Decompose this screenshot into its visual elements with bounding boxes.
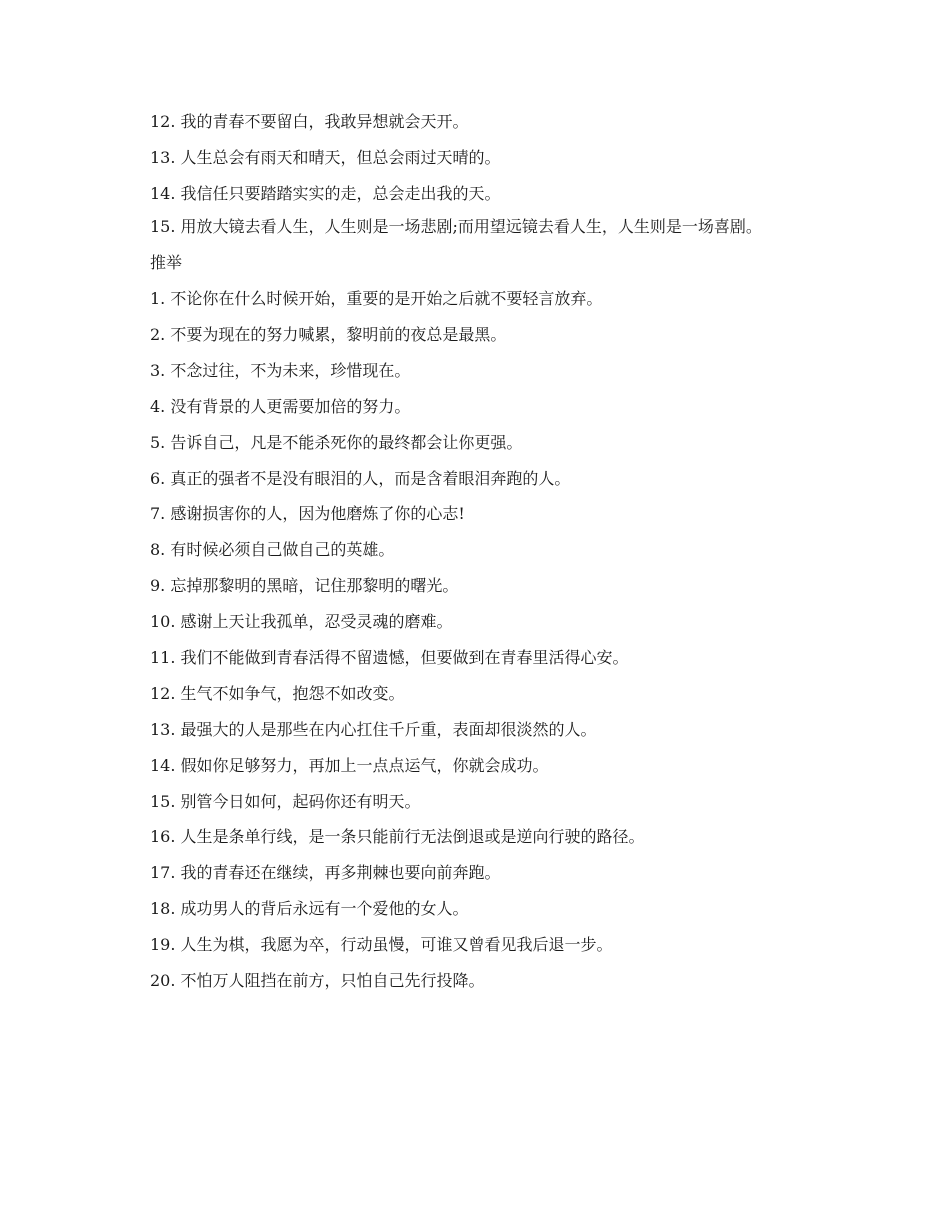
list-item: 6. 真正的强者不是没有眼泪的人，而是含着眼泪奔跑的人。 [150,468,571,488]
list-item: 8. 有时候必须自己做自己的英雄。 [150,540,395,560]
document-body [114,111,824,1006]
paragraph: 15. 用放大镜去看人生，人生则是一场悲剧;而用望远镜去看人生，人生则是一场喜剧。 [150,216,762,236]
list-item: 18. 成功男人的背后永远有一个爱他的女人。 [150,899,469,919]
list-item: 17. 我的青春还在继续，再多荆棘也要向前奔跑。 [150,863,501,883]
list-item: 11. 我们不能做到青春活得不留遗憾，但要做到在青春里活得心安。 [150,647,629,667]
list-item: 9. 忘掉那黎明的黑暗，记住那黎明的曙光。 [150,576,459,596]
list-item: 1. 不论你在什么时候开始，重要的是开始之后就不要轻言放弃。 [150,289,603,309]
list-item: 19. 人生为棋，我愿为卒，行动虽慢，可谁又曾看见我后退一步。 [150,935,613,955]
list-item: 15. 别管今日如何，起码你还有明天。 [150,791,421,811]
list-item: 20. 不怕万人阻挡在前方，只怕自己先行投降。 [150,970,485,990]
list-item: 14. 假如你足够努力，再加上一点点运气，你就会成功。 [150,755,549,775]
paragraph: 14. 我信任只要踏踏实实的走，总会走出我的天。 [150,183,501,203]
list-item: 5. 告诉自己，凡是不能杀死你的最终都会让你更强。 [150,432,523,452]
list-item: 12. 生气不如争气，抱怨不如改变。 [150,683,405,703]
list-item: 16. 人生是条单行线，是一条只能前行无法倒退或是逆向行驶的路径。 [150,827,645,847]
paragraph: 13. 人生总会有雨天和晴天，但总会雨过天晴的。 [150,147,501,167]
list-item: 3. 不念过往，不为未来，珍惜现在。 [150,360,411,380]
list-item: 4. 没有背景的人更需要加倍的努力。 [150,396,411,416]
list-item: 10. 感谢上天让我孤单，忍受灵魂的磨难。 [150,612,453,632]
list-item: 13. 最强大的人是那些在内心扛住千斤重，表面却很淡然的人。 [150,719,597,739]
list-item: 2. 不要为现在的努力喊累，黎明前的夜总是最黑。 [150,324,507,344]
section-heading: 推举 [150,253,183,273]
paragraph: 12. 我的青春不要留白，我敢异想就会天开。 [150,112,469,131]
list-item: 7. 感谢损害你的人，因为他磨炼了你的心志! [150,504,465,524]
